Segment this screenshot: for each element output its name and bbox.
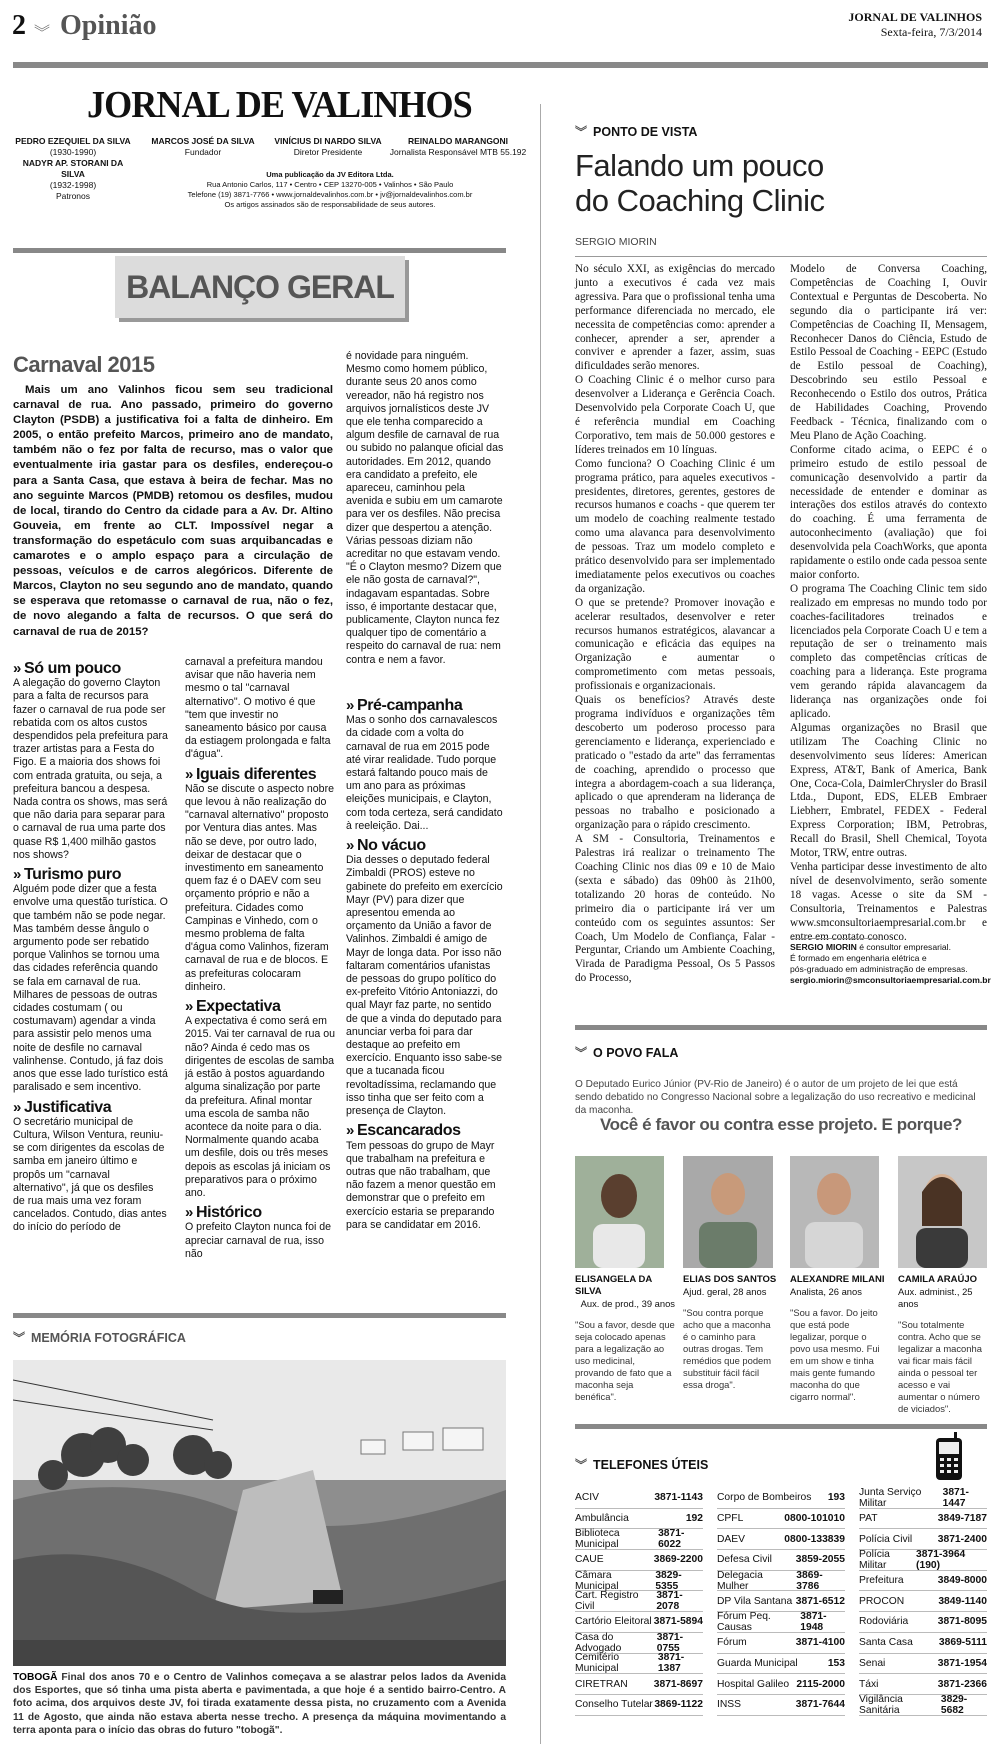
- phone-number[interactable]: 0800-101010: [784, 1513, 845, 1525]
- phone-name: Polícia Militar: [859, 1548, 890, 1571]
- person-jornalista: [388, 136, 528, 158]
- person-name: VINÍCIUS DI NARDO SILVA: [274, 136, 382, 146]
- phone-number[interactable]: 3871-4100: [795, 1637, 845, 1649]
- chevron-down-icon: ︾: [575, 1458, 588, 1472]
- phone-name: Casa do Advogado: [575, 1631, 622, 1654]
- bio-text: É formado em engenharia elétrica e: [790, 953, 927, 963]
- person-quote: "Sou a favor, desde que seja colocado apenas para a legalização ao uso medicinal, provando de fato que a maconha seja benéfica".: [575, 1319, 675, 1402]
- memoria-photo: [13, 1360, 506, 1666]
- section-text: O secretário municipal de Cultura, Wilson Ventura, reuniu-se com dirigentes da escolas de samba em janeiro último e propôs um "carnaval alternativo", já que os desfiles de rua mais uma vez foram cancelados. Contudo, dias antes do início do período de: [13, 1115, 167, 1234]
- person-photo: [683, 1156, 773, 1268]
- portrait-elisangela: [575, 1156, 664, 1268]
- phone-row: [717, 1509, 845, 1530]
- bio-email[interactable]: sergio.miorin@smconsultoriaempresarial.com.br: [790, 975, 991, 985]
- povo-rule: [575, 1025, 987, 1030]
- section-heading: [346, 1122, 504, 1140]
- chevron-down-icon: ︾: [575, 125, 588, 139]
- phone-row: [859, 1488, 987, 1509]
- phone-number[interactable]: 3829-5682: [940, 1693, 968, 1716]
- contacts: Telefone (19) 3871-7766 • www.jornaldevalinhos.com.br • jv@jornaldevalinhos.com.br: [187, 190, 473, 199]
- phone-icon: [930, 1432, 968, 1482]
- person-quote: "Sou contra porque acho que a maconha é o caminho para outras drogas. Tem remédios que podem substituir fácil fácil essa droga".: [683, 1307, 772, 1390]
- phone-name: Polícia Civil: [859, 1533, 913, 1545]
- double-chevron-icon: »: [346, 697, 354, 714]
- portrait-camila: [898, 1156, 987, 1268]
- page-number: 2: [12, 10, 26, 41]
- page-header: [10, 8, 990, 48]
- memoria-label-row: [13, 1329, 186, 1346]
- double-chevron-icon: »: [13, 660, 21, 677]
- povo-person-3: [790, 1274, 885, 1403]
- povo-person-2: [683, 1274, 778, 1391]
- phone-name: CPFL: [717, 1513, 744, 1525]
- phone-number[interactable]: 192: [685, 1513, 703, 1525]
- section-text: O prefeito Clayton nunca foi de apreciar carnaval de rua, isso não: [185, 1221, 332, 1260]
- phone-number[interactable]: 3871-8095: [937, 1616, 987, 1628]
- phone-name: Senai: [859, 1657, 886, 1669]
- povo-question: Você é favor ou contra esse projeto. E porque?: [600, 1115, 962, 1134]
- person-name: ELISANGELA DA SILVA: [575, 1274, 652, 1297]
- balanco-col1: [13, 656, 168, 1235]
- phone-number[interactable]: 3869-1122: [654, 1699, 703, 1711]
- person-quote: "Sou totalmente contra. Acho que se legalizar a maconha vai ficar mais fácil ainda o pessoal ter acesso e vai aumentar o número de viciados".: [898, 1319, 982, 1414]
- section-heading-text: Escancarados: [356, 1122, 461, 1140]
- address: Rua Antonio Carlos, 117 • Centro • CEP 13270-005 • Valinhos • São Paulo: [206, 180, 454, 189]
- section-heading-text: Turismo puro: [23, 866, 122, 884]
- phone-row: [717, 1633, 845, 1654]
- phone-name: Vigilância Sanitária: [859, 1693, 903, 1716]
- phone-name: CIRETRAN: [575, 1678, 628, 1690]
- memoria-caption-text: Final dos anos 70 e o Centro de Valinhos começava a se alastrar pelos lados da Avenida dos Esportes, que só tinha uma pista aberta e pavimentada, a que hoje é a sentido bairro-Centro. A foto acima, dos arquivos deste JV, foi tirada exatamente dessa pista, no cruzamento com a Avenida 11 de Agosto, que ainda não estava aberta nesse trecho. A presença da máquina movimentando a terra aponta para o início das obras do futuro "tobogã".: [13, 1672, 507, 1736]
- section-heading-text: Expectativa: [195, 998, 281, 1016]
- section-text: A expectativa é como será em 2015. Vai ter carnaval de rua ou não? Ainda é cedo mas os dirigentes de escolas de samba já estão à postos aguardando alguma sinalização por parte da prefeitura. Afinal montar uma escola de samba não acontece da noite para o dia. Normalmente quando acaba um desfile, dois ou três meses depois as escolas já iniciam os preparativos para o próximo ano.: [185, 1015, 335, 1199]
- column-divider: [540, 104, 541, 1744]
- section-heading: [13, 662, 168, 675]
- phone-number[interactable]: 153: [827, 1657, 845, 1669]
- phone-name: PROCON: [859, 1595, 905, 1607]
- phone-row: [717, 1488, 845, 1509]
- person-role: Aux. administ., 25 anos: [898, 1286, 973, 1309]
- balanco-col2: [185, 656, 335, 1261]
- phone-number[interactable]: 3871-6512: [795, 1595, 845, 1607]
- bio-rule: [790, 938, 880, 939]
- balanco-headline: Carnaval 2015: [13, 352, 155, 377]
- phone-row: [859, 1674, 987, 1695]
- ponto-title: [575, 148, 824, 218]
- phone-number[interactable]: 3871-7644: [795, 1699, 845, 1711]
- header-paper-name: JORNAL DE VALINHOS: [848, 10, 982, 24]
- phone-number[interactable]: 3849-1140: [938, 1595, 987, 1607]
- povo-label: O POVO FALA: [593, 1046, 679, 1060]
- telefones-col-3: [859, 1488, 987, 1716]
- person-role: Aux. de prod., 39 anos: [580, 1298, 675, 1309]
- telefones-col-1: [575, 1488, 703, 1716]
- phone-number[interactable]: 3871-0755: [656, 1631, 684, 1654]
- person-role: Ajud. geral, 28 anos: [683, 1286, 767, 1297]
- phone-name: Cartório Eleitoral: [575, 1616, 652, 1628]
- person-role: Fundador: [184, 147, 222, 157]
- phone-number[interactable]: 193: [827, 1492, 845, 1504]
- phone-number[interactable]: 3871-5894: [653, 1616, 703, 1628]
- phone-row: [575, 1488, 703, 1509]
- person-photo: [790, 1156, 879, 1268]
- phone-number[interactable]: 3859-2055: [795, 1554, 845, 1566]
- portrait-alexandre: [790, 1156, 879, 1268]
- double-chevron-icon: »: [13, 1098, 21, 1116]
- masthead-rule: [13, 248, 506, 253]
- section-heading-text: Pré-campanha: [356, 697, 463, 714]
- ponto-label-row: [575, 123, 697, 140]
- phone-row: [859, 1509, 987, 1530]
- person-role: Analista, 26 anos: [790, 1286, 862, 1297]
- balanco-col3: [346, 693, 504, 1232]
- double-chevron-icon: »: [346, 837, 354, 855]
- memoria-caption: [13, 1671, 506, 1737]
- person-name: ELIAS DOS SANTOS: [683, 1274, 777, 1285]
- section-text: Dia desses o deputado federal Zimbaldi (PROS) esteve no gabinete do prefeito em exercício Mayr (PV) para dizer que apresentou emenda ao orçamento da União a favor de Valinhos. Zimbaldi é amigo de Mayr de longa data. Por isso não faltaram comentários ufanistas de pessoas do grupo político do ex-prefeito Vitório Antoniazzi, do qual Mayr faz parte, no sentido de que a vinda do deputado para anunciar verba foi para dar destaque ao prefeito em exercício. Enquanto isso sabe-se que a tucanada ficou revoltadíssima, reclamando que isso tinha que ser feito com a presença de Clayton.: [346, 854, 503, 1118]
- balanco-col3-top: é novidade para ninguém. Mesmo como homem público, durante seus 20 anos como vereador, não há registro nos arquivos jornalísticos deste JV que ele tenha comparecido a algum desfile de carnaval de rua ou subido no palanque oficial das autoridades. Em 2012, quando era candidato a prefeito, ele apareceu, caminhou pela avenida e subiu em um camarote para ver os desfiles. Não precisa dizer que despertou a atenção. Várias pessoas diziam não acreditar no que estavam vendo. "É o Clayton mesmo? Dizem que ele não gosta de carnaval?", indagavam espantadas. Sobre isso, é importante destacar que, publicamente, Clayton nunca fez qualquer tipo de comentário a respeito do carnaval de rua: nem contra e nem a favor.: [346, 350, 504, 666]
- telefones-label: TELEFONES ÚTEIS: [593, 1458, 709, 1472]
- phone-name: DP Vila Santana: [717, 1595, 793, 1607]
- phone-row: [575, 1695, 703, 1716]
- mobile-phone-icon: [930, 1432, 968, 1482]
- phone-number[interactable]: 3849-8000: [937, 1575, 987, 1587]
- memoria-label: MEMÓRIA FOTOGRÁFICA: [31, 1331, 186, 1345]
- phone-number[interactable]: 3871-1948: [800, 1610, 827, 1633]
- publisher: Uma publicação da JV Editora Ltda.: [266, 170, 394, 179]
- phone-number[interactable]: 3829-5355: [655, 1569, 682, 1592]
- section-text: carnaval a prefeitura mandou avisar que não haveria nem mesmo o tal "carnaval alternativo". O motivo é que "tem que investir no saneamento básico por causa da estiagem prolongada e falta d'água".: [185, 656, 331, 761]
- phone-number[interactable]: 3871-2078: [656, 1590, 683, 1613]
- section-text: Alguém pode dizer que a festa envolve uma questão turística. O que também não se pode negar. Mas também desse ângulo o argumento pode ser rebatido porque Valinhos se tornou uma das cidades referência quando se fala em carnaval de rua. Milhares de pessoas de outras cidades costumam ( ou costumavam) agendar a vinda para assistir pelo menos uma noite de desfile no carnaval valinhense. Contudo, já faz dois anos que esse lado turístico está paralisado e sem incentivo.: [13, 883, 168, 1094]
- section-heading: [346, 699, 504, 712]
- phone-number[interactable]: 3871-1387: [657, 1652, 685, 1675]
- section-heading: [13, 866, 168, 884]
- phone-row: [717, 1529, 845, 1550]
- phone-name: Câmara Municipal: [575, 1569, 619, 1592]
- povo-label-row: [575, 1044, 678, 1061]
- phone-name: PAT: [859, 1513, 878, 1525]
- section-heading: [346, 837, 504, 855]
- phone-row: [859, 1654, 987, 1675]
- telefones-label-row: [575, 1456, 708, 1473]
- bio-text: pós-graduado em administração de empresas.: [790, 964, 968, 974]
- ponto-bio: [790, 938, 991, 986]
- chevron-down-icon: ︾: [575, 1046, 588, 1060]
- phone-row: [717, 1654, 845, 1675]
- phone-row: [575, 1571, 703, 1592]
- chevron-down-icon: ︾: [34, 25, 51, 42]
- person-role: Jornalista Responsável MTB 55.192: [389, 147, 527, 157]
- bio-text: é consultor empresarial.: [859, 942, 951, 952]
- section-heading-text: Justificativa: [23, 1098, 112, 1116]
- section-text: A alegação do governo Clayton para a falta de recursos para fazer o carnaval de rua pode ser rebatida com os altos custos despendidos pela prefeitura para trazer artistas para a Festa do Figo. E a maioria dos shows foi com entrada gratuita, ou seja, a prefeitura bancou a despesa. Nada contra os shows, mas será que não daria para separar para o carnaval de rua uma parte dos quase R$ 1,400 milhão gastos nos shows?: [13, 677, 168, 861]
- phone-row: [859, 1529, 987, 1550]
- person-role: Patronos: [55, 191, 91, 201]
- phone-name: Fórum Peq. Causas: [717, 1610, 771, 1633]
- historic-landscape-photo: [13, 1360, 506, 1666]
- person-photo: [575, 1156, 664, 1268]
- phone-row: [859, 1591, 987, 1612]
- phone-row: [859, 1550, 987, 1571]
- memoria-rule: [13, 1313, 506, 1318]
- person-name: MARCOS JOSÉ DA SILVA: [151, 136, 255, 146]
- double-chevron-icon: »: [185, 998, 193, 1016]
- telefones-rule: [575, 1424, 987, 1429]
- phone-name: Corpo de Bombeiros: [717, 1492, 812, 1504]
- disclaimer: Os artigos assinados são de responsabilidade de seus autores.: [224, 200, 436, 209]
- phone-name: DAEV: [717, 1533, 746, 1545]
- phone-number[interactable]: 3871-2400: [937, 1533, 987, 1545]
- phone-number[interactable]: 0800-133839: [784, 1533, 845, 1545]
- phone-name: Guarda Municipal: [717, 1657, 798, 1669]
- double-chevron-icon: »: [13, 866, 21, 884]
- ponto-title-line: do Coaching Clinic: [575, 183, 825, 218]
- phone-number[interactable]: 2115-2000: [796, 1678, 845, 1690]
- chevron-down-icon: ︾: [13, 1331, 26, 1345]
- person-diretor: [268, 136, 388, 158]
- person-patronos: [13, 136, 133, 202]
- header-rule: [13, 62, 988, 68]
- phone-number[interactable]: 3871-6022: [658, 1528, 685, 1551]
- person-name: ALEXANDRE MILANI: [790, 1274, 885, 1285]
- person-role: Diretor Presidente: [293, 147, 363, 157]
- phone-name: CAUE: [575, 1554, 604, 1566]
- section-heading-text: No vácuo: [356, 837, 426, 855]
- person-name: NADYR AP. STORANI DA SILVA: [22, 158, 124, 179]
- phone-number[interactable]: 3871-1143: [654, 1492, 703, 1504]
- phone-name: Santa Casa: [859, 1637, 913, 1649]
- balanco-lead: Mais um ano Valinhos ficou sem seu tradicional carnaval de rua. Ano passado, primeiro do governo Clayton (PSDB) a justificativa foi a falta de dinheiro. Em 2005, o então prefeito Marcos, primeiro ano de mandato, também não o fez por falta de recurso, mas o valor que eventualmente iria gastar para os desfiles, endereçou-o para a Santa Casa, que estava à beira de fechar. Mas no ano seguinte Marcos (PMDB) retomou os desfiles, mudou de local, tirando do Centro da cidade para a Av. Dr. Altino Gouveia, em frente ao CLT. Impossível negar a transformação do espetáculo com suas arquibancadas e camarotes e o amplo espaço para a circulação de pessoas, veículos e de carros alegóricos. Diferente de Marcos, Clayton no seu segundo ano de mandato, quando se esperava que retomasse o carnaval de rua, não o fez, de novo alegando a falta de recursos. O que será do carnaval de rua de 2015?: [13, 384, 333, 638]
- portrait-elias: [683, 1156, 773, 1268]
- phone-name: Cart. Registro Civil: [575, 1590, 639, 1613]
- phone-row: [717, 1550, 845, 1571]
- ponto-col1: No século XXI, as exigências do mercado junto a executivos é cada vez mais agressiva. Para que o profissional tenha uma performance diferenciada no mercado, ele necessita de competências como: aprender a conhecer, aprender a ser, aprender a conviver e aprender a fazer, assim, suas dificuldades serão menores. O Coaching Clinic é o melhor curso para desenvolver a Liderança e Gerência Coach. Desenvolvido pela Corporate Coach U, que é referência mundial em Coaching Corporativo, tem mais de 50.000 gestores e líderes treinados em 10 línguas. Como funciona? O Coaching Clinic é um programa prático, para aqueles executivos - presidentes, diretores, gerentes, gestores de recursos humanos e coachs - que querem ter um modelo de coaching realmente testado como uma alavanca para desenvolvimento de pessoas. Traz um modelo completo e prático desenvolvido para ser implementado imediatamente pelos executivos ou coaches da organização. O que se pretende? Promover inovação e acelerar resultados, desenvolver e reter recursos humanos estratégicos, alavancar a comunicação e eficácia das equipes na Organização e aumentar o comprometimento com metas pessoais, profissionais e organizacionais. Quais os benefícios? Através deste programa indivíduos e organizações têm descoberto um poderoso processo para gerenciamento e liderança, experienciado e praticado o "estado da arte" das ferramentas de coaching, aprendido o processo que integra a abordagem-coach a sua liderança, aplicado o que aprenderam na liderança de pessoas no trabalho e posicionado a organização para o rápido crescimento. A SM - Consultoria, Treinamentos e Palestras irá realizar o treinamento The Coaching Clinic nos dias 09 e 10 de Maio (sexta e sábado) das 09h00 às 21h00, totalizando 20 horas de conteúdo. No primeiro dia o participante irá ver um conteúdo com os seguintes assuntos: Ser Coach, Um Modelo de Confiança, Falar - Perguntar, Criando um Ambiente Coaching, Virada de Paradigma Pessoal, Os 5 Passos do Processo,: [575, 263, 775, 985]
- masthead-title: JORNAL DE VALINHOS: [87, 84, 472, 126]
- phone-name: Ambulância: [575, 1513, 629, 1525]
- phone-row: [575, 1591, 703, 1612]
- balanco-banner-text: BALANÇO GERAL: [126, 269, 394, 305]
- phone-row: [717, 1591, 845, 1612]
- double-chevron-icon: »: [346, 1122, 354, 1140]
- phone-number[interactable]: 3871-1954: [937, 1657, 987, 1669]
- person-quote: "Sou a favor. Do jeito que está pode legalizar, porque o povo usa mesmo. Fui em um show e tinha mais gente fumando maconha do que cigarro normal".: [790, 1307, 880, 1402]
- phone-row: [575, 1674, 703, 1695]
- section-text: Tem pessoas do grupo de Mayr que trabalham na prefeitura e outras que não trabalham, que não fazem a menor questão em demonstrar que o prefeito em exercício estaria se preparando para se candidatar em 2016.: [346, 1139, 496, 1231]
- ponto-label: PONTO DE VISTA: [593, 125, 698, 139]
- section-heading-text: Só um pouco: [23, 660, 121, 677]
- ponto-col2: Modelo de Conversa Coaching, Competências de Coaching I, Ouvir Contextual e Perguntas de Descoberta. No segundo dia o participante irá ver: Competências de Coaching II, Mensagem, Reconhecer Danos do Ciência, Estudo de Estilo Pessoal de Coaching - EEPC (Estudo de Estilo pessoal de Coaching), Descobrindo seu estilo Pessoal e Reconhecendo o Estilo dos outros, Prática de Habilidades Coaching, Provendo Feedback - Técnica, finalizando com o Meu Plano de Ação Coaching. Conforme citado acima, o EEPC é o primeiro estudo de estilo pessoal de comunicação desenvolvido a partir da necessidade de entender e dominar as interações dos estilos através do contexto do coaching. É uma ferramenta de autoconhecimento (avaliação) que foi desenvolvida pela CoachWorks, que aponta rapidamente o estilo onde cada pessoa sente maior conforto. O programa The Coaching Clinic tem sido realizado em empresas no mundo todo por coaches-facilitadores treinados e licenciados pela Corporate Coach U e tem a reputação de ser o treinamento mais completo das competências críticas de coaching para a liderança. Este programa vem gerando rápida alavancagem da liderança nas organizações onde foi aplicado. Algumas organizações no Brasil que utilizam The Coaching Clinic no desenvolvimento seus líderes: American Express, AT&T, Bank of America, Bank One, Coca-Cola, DaimlerChrysler do Brasil Ltda., Dupont, EDS, ELEB Embraer Liebherr, Embratel, FEDEX - Federal Express Corporation; IBM, Petrobras, Recall do Brasil, Shell Chemical, Toyota Motor, TRW, entre outras. Venha participar desse investimento de alto nível de desenvolvimento, serão somente 18 vagas. Acesse o site da SM - Consultoria, Treinamentos e Palestras www.smconsultoriaempresarial.com.br e entre em contato conosco.: [790, 263, 987, 943]
- phone-row: [575, 1509, 703, 1530]
- phone-name: Conselho Tutelar: [575, 1699, 653, 1711]
- section-heading: [13, 1098, 168, 1116]
- phone-number[interactable]: 3871-3964 (190): [916, 1548, 966, 1571]
- phone-name: Delegacia Mulher: [717, 1569, 763, 1592]
- section-heading-text: Histórico: [195, 1204, 262, 1222]
- double-chevron-icon: »: [185, 1204, 193, 1222]
- phone-row: [575, 1550, 703, 1571]
- phone-row: [859, 1571, 987, 1592]
- phone-name: Defesa Civil: [717, 1554, 772, 1566]
- phone-number[interactable]: 3869-5111: [938, 1637, 987, 1649]
- ponto-author: SERGIO MIORIN: [575, 236, 657, 248]
- phone-number[interactable]: 3871-1447: [942, 1486, 969, 1509]
- phone-row: [575, 1633, 703, 1654]
- phone-row: [859, 1695, 987, 1716]
- telefones-col-2: [717, 1488, 845, 1716]
- ponto-rule: [575, 256, 987, 257]
- section-heading: [185, 765, 335, 783]
- person-name: REINALDO MARANGONI: [407, 136, 509, 146]
- phone-name: Junta Serviço Militar: [859, 1486, 922, 1509]
- phone-row: [717, 1612, 845, 1633]
- person-fundador: [143, 136, 263, 158]
- person-years: (1932-1998): [49, 180, 97, 190]
- person-photo: [898, 1156, 987, 1268]
- ponto-title-line: Falando um pouco: [575, 148, 824, 183]
- phone-name: Hospital Galileo: [717, 1678, 790, 1690]
- phone-number[interactable]: 3871-8697: [653, 1678, 703, 1690]
- double-chevron-icon: »: [185, 765, 193, 783]
- phone-row: [575, 1612, 703, 1633]
- person-years: (1930-1990): [49, 147, 97, 157]
- section-title: Opinião: [60, 10, 157, 41]
- bio-line-1: [790, 942, 987, 953]
- phone-number[interactable]: 3869-2200: [653, 1554, 703, 1566]
- section-heading-text: Iguais diferentes: [195, 765, 317, 783]
- phone-name: Rodoviária: [859, 1616, 909, 1628]
- section-text: Não se discute o aspecto nobre que levou à não realização do "carnaval alternativo" proposto por Ventura dias antes. Mas não se deve, por outro lado, deixar de destacar que o investimento em saneamento quem faz é o DAEV com seu orçamento próprio e não a prefeitura. Cidades como Campinas e Vinhedo, com o mesmo problema de falta d'água como Valinhos, fizeram carnaval de rua e de blocos. E as prefeituras colocaram dinheiro.: [185, 782, 334, 993]
- person-name: CAMILA ARAÚJO: [898, 1274, 977, 1285]
- phone-name: Biblioteca Municipal: [575, 1528, 620, 1551]
- phone-name: Cemitério Municipal: [575, 1652, 620, 1675]
- section-heading: [185, 1204, 335, 1222]
- phone-row: [859, 1612, 987, 1633]
- masthead-publisher-block: [150, 170, 510, 210]
- povo-person-4: [898, 1274, 990, 1415]
- memoria-caption-lead: TOBOGÃ: [13, 1672, 58, 1683]
- phone-number[interactable]: 3871-2366: [937, 1678, 987, 1690]
- phone-name: Fórum: [717, 1637, 747, 1649]
- phone-row: [575, 1529, 703, 1550]
- phone-number[interactable]: 3869-3786: [796, 1569, 823, 1592]
- phone-name: INSS: [717, 1699, 742, 1711]
- phone-name: Prefeitura: [859, 1575, 904, 1587]
- phone-number[interactable]: 3849-7187: [937, 1513, 987, 1525]
- phone-name: ACIV: [575, 1492, 600, 1504]
- phone-row: [859, 1633, 987, 1654]
- povo-person-1: [575, 1274, 675, 1403]
- section-text: Mas o sonho dos carnavalescos da cidade com a volta do carnaval de rua em 2015 pode até virar realidade. Tudo porque estará faltando pouco mais de um ano para as próximas eleições municipais, e Clayton, com toda certeza, será candidato à reeleição. Dai...: [346, 714, 503, 832]
- section-heading: [185, 998, 335, 1016]
- phone-row: [717, 1674, 845, 1695]
- phone-row: [575, 1654, 703, 1675]
- bio-name: SERGIO MIORIN: [790, 942, 857, 952]
- povo-intro: O Deputado Eurico Júnior (PV-Rio de Janeiro) é o autor de um projeto de lei que está sendo debatido no Congresso Nacional sobre a legalização do uso recreativo e medicinal da maconha.: [575, 1079, 976, 1116]
- header-date: Sexta-feira, 7/3/2014: [880, 25, 982, 39]
- phone-row: [717, 1571, 845, 1592]
- balanco-banner: [115, 256, 405, 318]
- phone-row: [717, 1695, 845, 1716]
- phone-name: Táxi: [859, 1678, 879, 1690]
- person-name: PEDRO EZEQUIEL DA SILVA: [15, 136, 131, 146]
